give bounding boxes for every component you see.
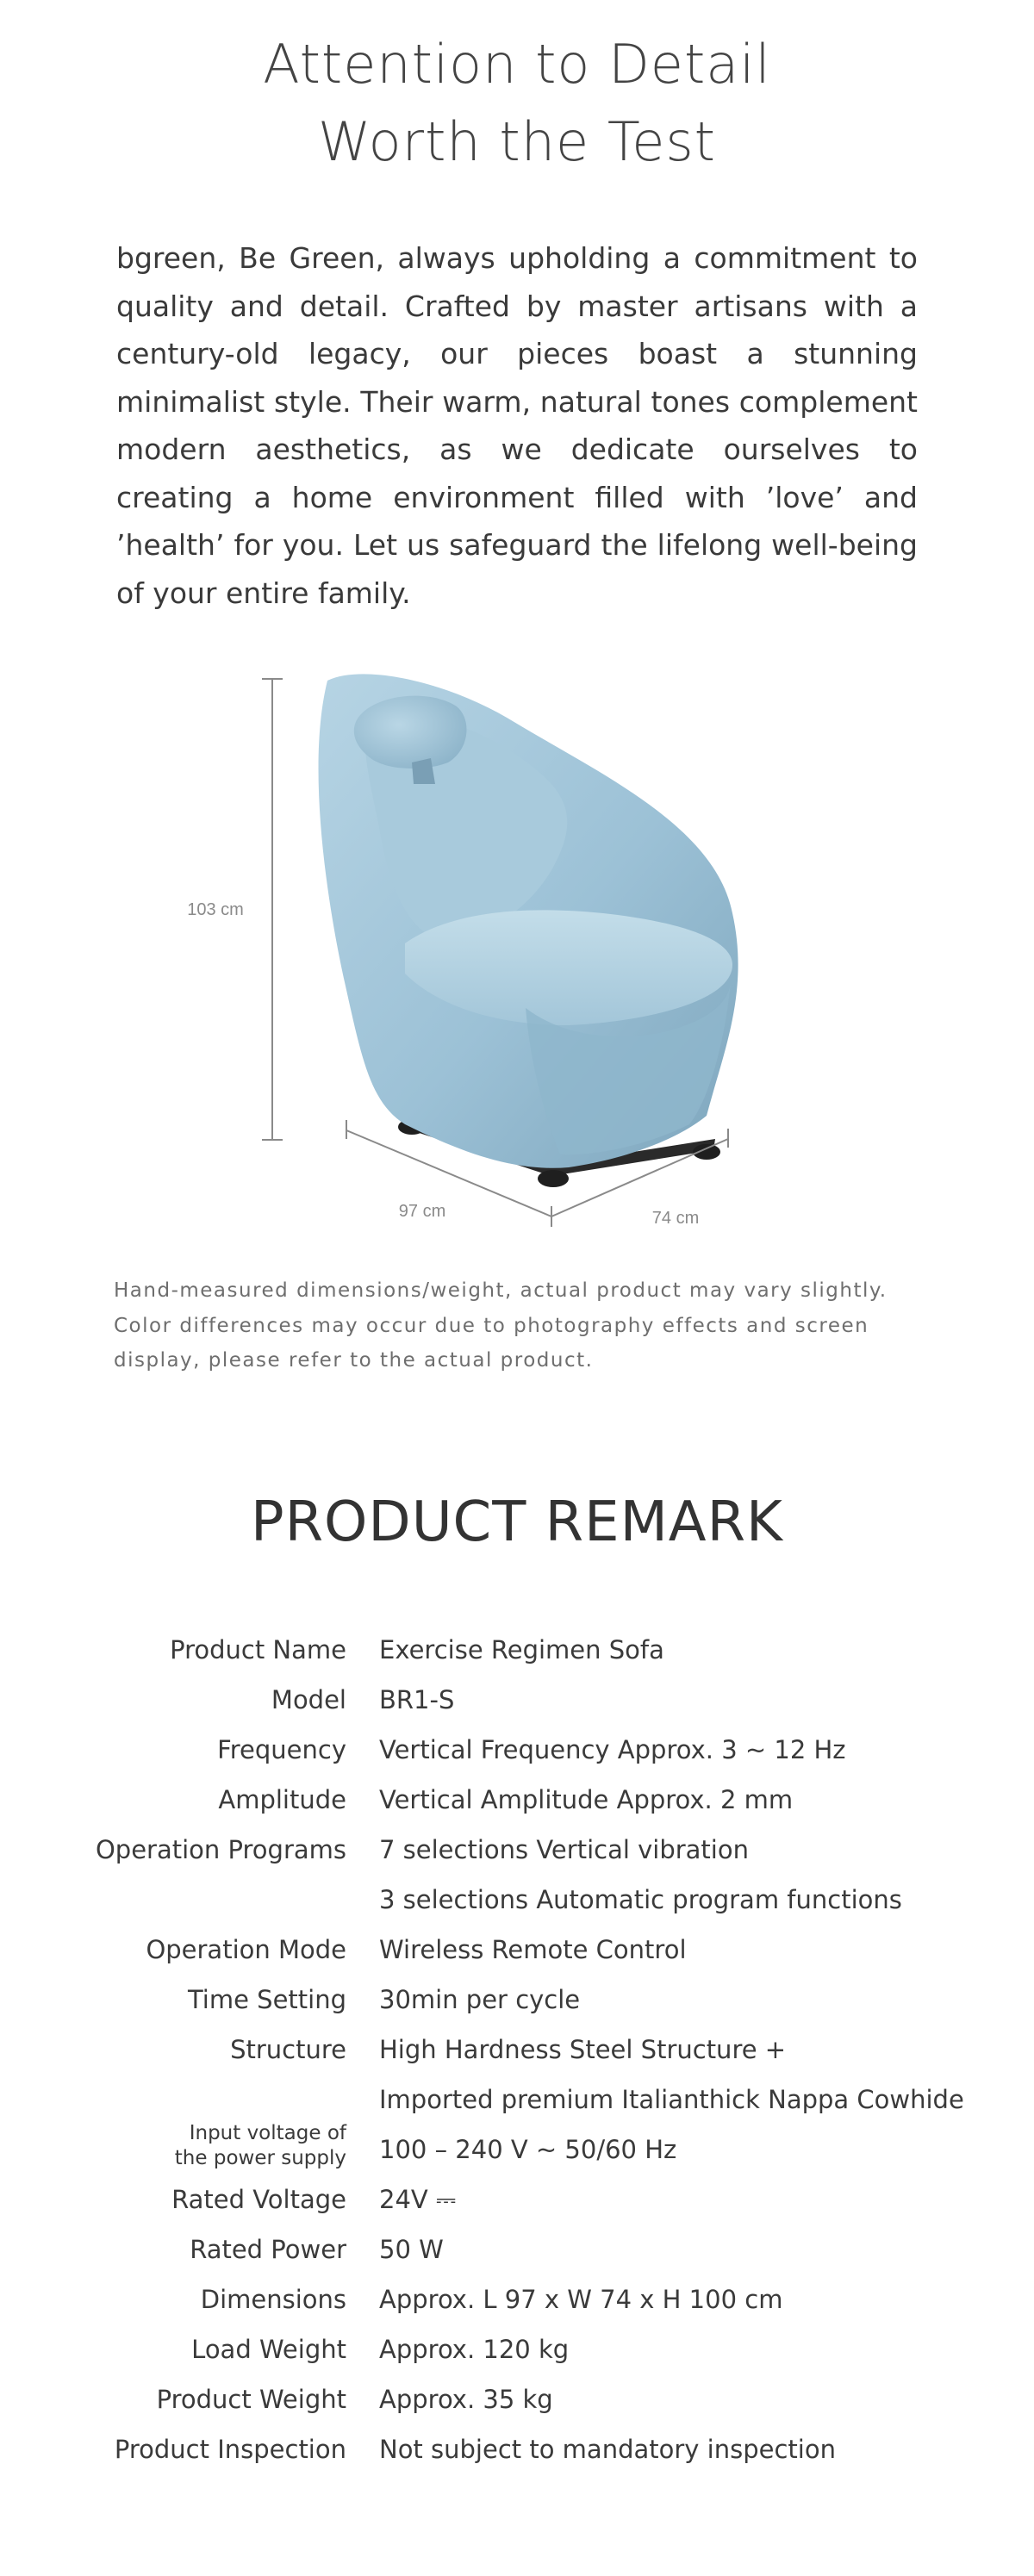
spec-row-operation-programs <box>0 1826 1034 1876</box>
spec-key-line-1: Input voltage of <box>189 2122 346 2144</box>
spec-value: High Hardness Steel Structure + <box>379 2035 787 2064</box>
spec-row-operation-programs-cont <box>0 1876 1034 1926</box>
spec-value: 100 – 240 V ~ 50/60 Hz <box>379 2135 677 2164</box>
spec-value: Wireless Remote Control <box>379 1935 687 1964</box>
spec-value: 30min per cycle <box>379 1985 581 2014</box>
height-label: 103 cm <box>187 900 244 919</box>
heading-line-2: Worth the Test <box>318 110 716 173</box>
spec-row-time-setting <box>0 1976 1034 2026</box>
spec-value: Approx. L 97 x W 74 x H 100 cm <box>379 2285 783 2314</box>
spec-key <box>175 2121 346 2171</box>
spec-key: Time Setting <box>187 1985 346 2014</box>
spec-value: 24V ⎓ <box>379 2185 457 2214</box>
spec-row-product-inspection <box>0 2426 1034 2476</box>
spec-value: BR1-S <box>379 1685 455 1714</box>
spec-value: Exercise Regimen Sofa <box>379 1635 664 1664</box>
spec-row-rated-power <box>0 2226 1034 2276</box>
spec-value: Vertical Frequency Approx. 3 ~ 12 Hz <box>379 1735 846 1764</box>
spec-value: Approx. 120 kg <box>379 2335 570 2364</box>
product-remark-title: PRODUCT REMARK <box>250 1490 784 1554</box>
spec-key: Dimensions <box>200 2285 346 2314</box>
spec-row-product-name <box>0 1627 1034 1677</box>
spec-value: 7 selections Vertical vibration <box>379 1835 749 1864</box>
spec-row-frequency <box>0 1727 1034 1776</box>
spec-key: Model <box>271 1685 346 1714</box>
spec-row-product-weight <box>0 2376 1034 2426</box>
heading-line-1: Attention to Detail <box>263 33 771 96</box>
spec-value: Not subject to mandatory inspection <box>379 2435 836 2464</box>
intro-paragraph: bgreen, Be Green, always upholding a commitment to quality and detail. Crafted by master artisans with a century-old legacy, our pieces boast a stunning minimalist style. Their warm, natural tones complement modern aesthetics, as we dedicate ourselves to creating a home environment filled with ’love’ and ’health’ for you. Let us safeguard the lifelong well-being of your entire family. <box>116 241 918 610</box>
spec-key: Amplitude <box>218 1785 346 1814</box>
spec-value: 3 selections Automatic program functions <box>379 1885 902 1914</box>
spec-row-input-voltage <box>0 2122 1034 2176</box>
spec-value: Vertical Amplitude Approx. 2 mm <box>379 1785 794 1814</box>
spec-value: Imported premium Italianthick Nappa Cowhide <box>379 2085 964 2114</box>
height-dimension <box>187 679 283 1140</box>
spec-row-dimensions <box>0 2276 1034 2326</box>
spec-key: Rated Voltage <box>171 2185 346 2214</box>
spec-key: Operation Programs <box>95 1835 346 1864</box>
width-label: 97 cm <box>398 1202 446 1221</box>
spec-row-model <box>0 1677 1034 1727</box>
spec-key: Frequency <box>217 1735 346 1764</box>
spec-key: Product Inspection <box>114 2435 346 2464</box>
spec-key: Rated Power <box>190 2235 346 2264</box>
depth-label: 74 cm <box>651 1209 700 1228</box>
spec-row-amplitude <box>0 1776 1034 1826</box>
product-dimension-figure <box>0 655 1034 1258</box>
spec-key: Load Weight <box>191 2335 346 2364</box>
spec-row-structure <box>0 2026 1034 2076</box>
spec-row-structure-cont <box>0 2076 1034 2126</box>
spec-key: Operation Mode <box>146 1935 346 1964</box>
spec-key: Structure <box>230 2035 346 2064</box>
spec-key-line-2: the power supply <box>174 2147 346 2169</box>
spec-row-load-weight <box>0 2326 1034 2376</box>
spec-row-rated-voltage <box>0 2176 1034 2226</box>
spec-key: Product Weight <box>156 2385 346 2414</box>
spec-value: 50 W <box>379 2235 444 2264</box>
spec-key: Product Name <box>170 1635 346 1664</box>
spec-row-operation-mode <box>0 1926 1034 1976</box>
spec-value: Approx. 35 kg <box>379 2385 553 2414</box>
chair-illustration <box>319 674 738 1187</box>
measurement-note: Hand-measured dimensions/weight, actual product may vary slightly. Color differences may occur due to photography effects and screen display, please refer to the actual product. <box>114 1279 888 1372</box>
